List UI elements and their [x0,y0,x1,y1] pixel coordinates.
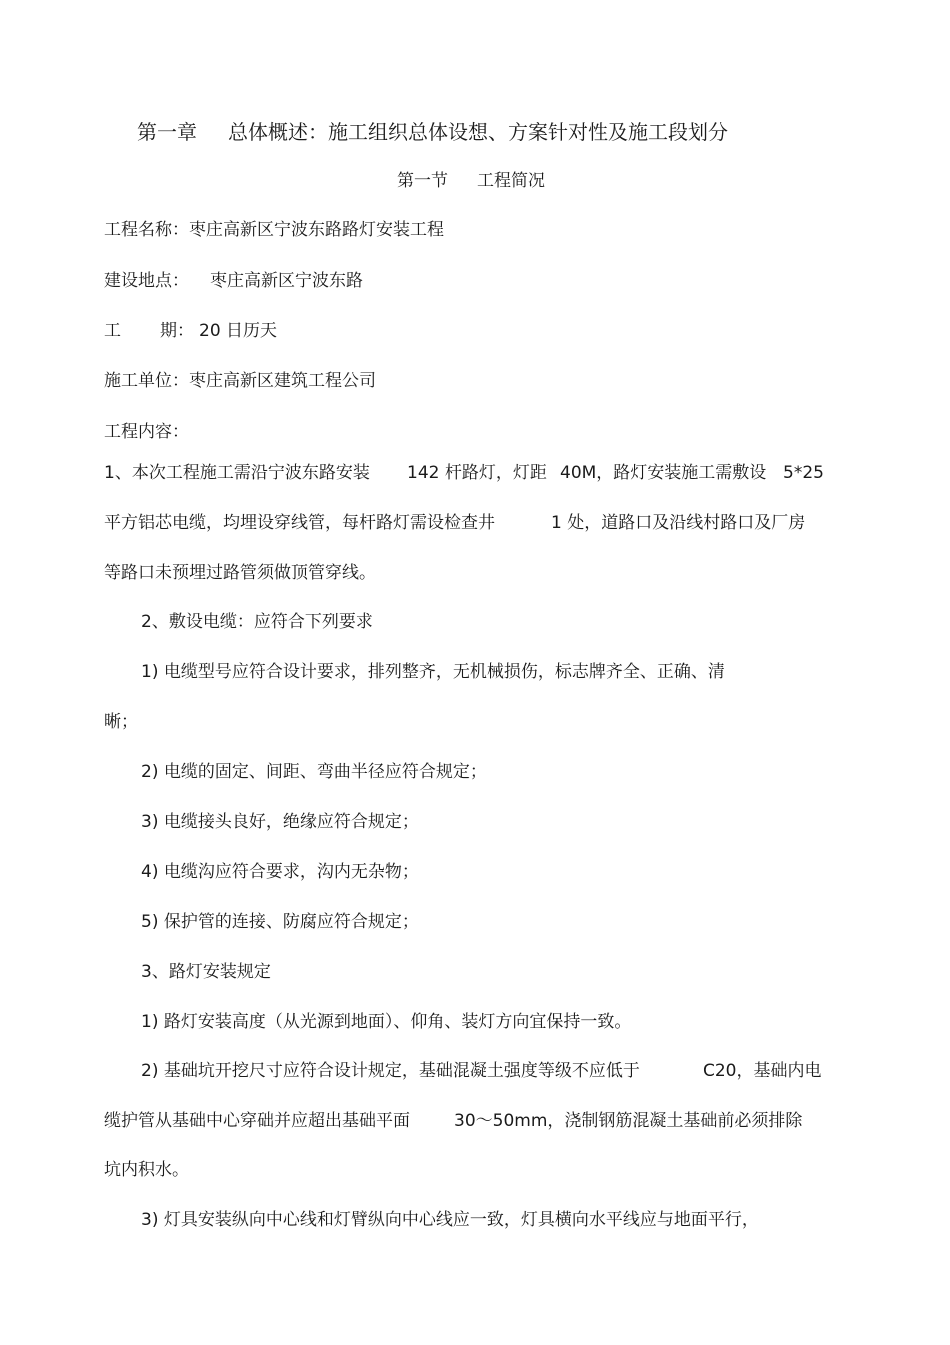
period-label-b: 期： [160,321,194,341]
item-1-line-1c: 40M，路灯安装施工需敷设 [560,463,767,483]
item-3-point-2b: C20，基础内电 [703,1061,822,1081]
item-1-line-3: 等路口未预埋过路管须做顶管穿线。 [104,563,376,583]
item-2-point-2: 2) 电缆的固定、间距、弯曲半径应符合规定； [141,762,487,782]
location-label: 建设地点： [104,271,189,291]
item-1-line-1d: 5*25 [783,463,824,483]
item-3-heading: 3、路灯安装规定 [141,962,271,982]
item-3-point-3: 3) 灯具安装纵向中心线和灯臂纵向中心线应一致，灯具横向水平线应与地面平行， [141,1210,759,1230]
item-3-point-2d: 30～50mm，浇制钢筋混凝土基础前必须排除 [454,1111,803,1131]
section-title: 工程简况 [477,171,545,191]
period-label-a: 工 [104,321,121,341]
item-2-point-1b: 晰； [104,712,138,732]
project-name: 工程名称：枣庄高新区宁波东路路灯安装工程 [104,220,444,240]
item-2-point-1a: 1) 电缆型号应符合设计要求，排列整齐，无机械损伤，标志牌齐全、正确、清 [141,662,725,682]
item-1-line-2a: 平方铝芯电缆，均埋设穿线管，每杆路灯需设检查井 [104,513,495,533]
item-1-line-2b: 1 处，道路口及沿线村路口及厂房 [551,513,806,533]
chapter-title: 总体概述：施工组织总体设想、方案针对性及施工段划分 [228,120,728,144]
item-3-point-2c: 缆护管从基础中心穿础并应超出基础平面 [104,1111,410,1131]
period-value: 20 日历天 [199,321,278,341]
item-1-line-1b: 142 杆路灯，灯距 [407,463,547,483]
item-2-point-5: 5) 保护管的连接、防腐应符合规定； [141,912,419,932]
item-2-point-3: 3) 电缆接头良好，绝缘应符合规定； [141,812,419,832]
item-1-line-1a: 1、本次工程施工需沿宁波东路安装 [104,463,370,483]
item-2-point-4: 4) 电缆沟应符合要求，沟内无杂物； [141,862,419,882]
chapter-label: 第一章 [137,120,197,144]
contractor: 施工单位：枣庄高新区建筑工程公司 [104,371,376,391]
location-value: 枣庄高新区宁波东路 [210,271,363,291]
section-label: 第一节 [397,171,448,191]
content-label: 工程内容： [104,422,189,442]
item-3-point-1: 1) 路灯安装高度（从光源到地面）、仰角、装灯方向宜保持一致。 [141,1012,632,1032]
item-3-point-2e: 坑内积水。 [104,1160,189,1180]
item-2-heading: 2、敷设电缆：应符合下列要求 [141,612,373,632]
item-3-point-2a: 2) 基础坑开挖尺寸应符合设计规定，基础混凝土强度等级不应低于 [141,1061,640,1081]
